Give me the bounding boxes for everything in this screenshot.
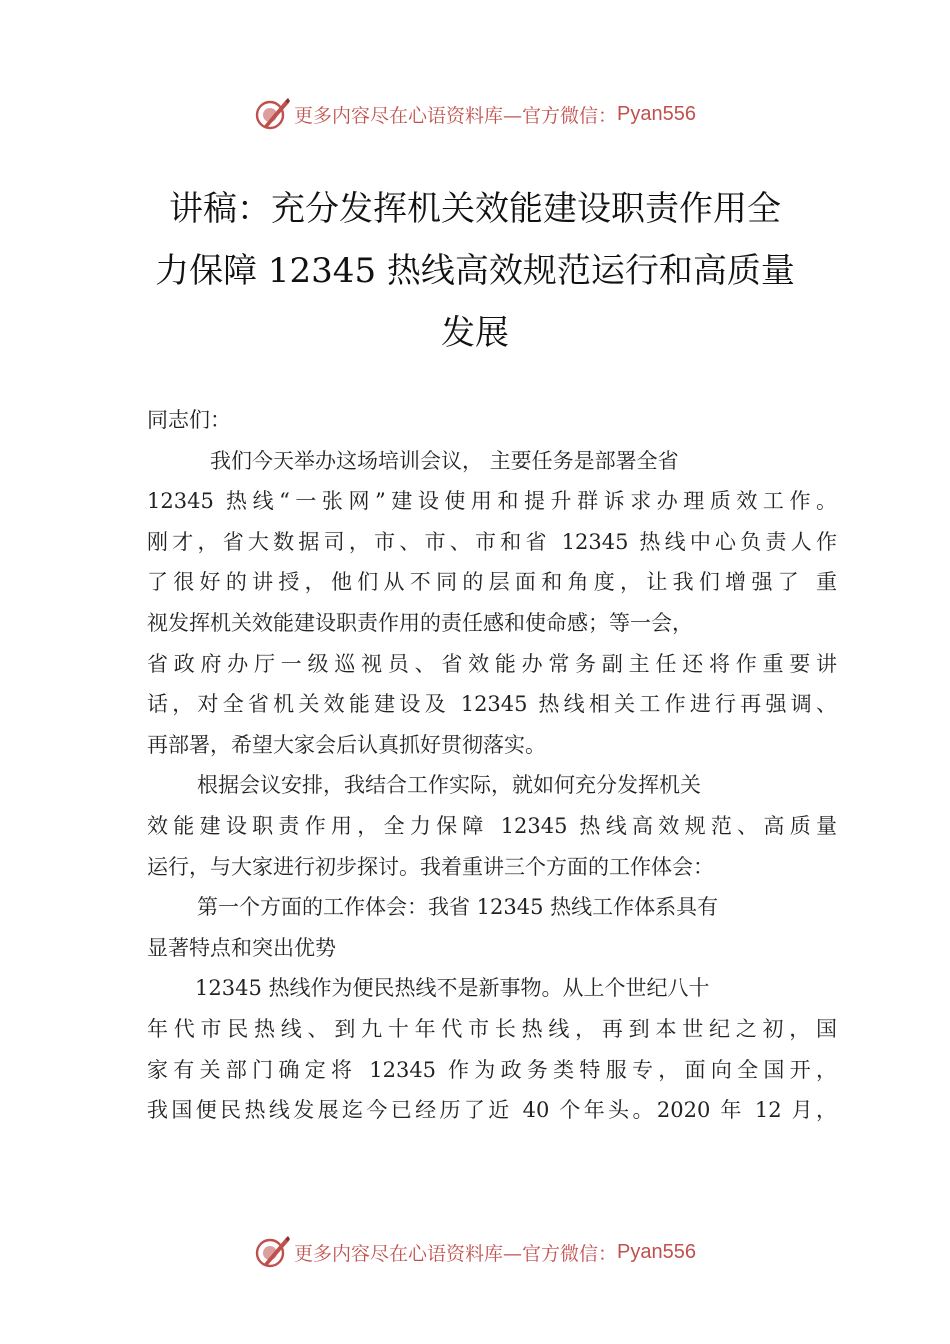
section-heading-line: 第一个方面的工作体会：我省 12345 热线工作体系具有 [197,895,719,920]
body-line: 12345 热线“一张网”建设使用和提升群诉求办理质效工作。 [147,489,837,514]
document-title [130,178,820,364]
watermark-text: 更多内容尽在心语资料库—官方微信： [294,104,618,127]
body-line: 视发挥机关效能建设职责作用的责任感和使命感；等一会， [147,610,693,635]
body-line: 根据会议安排，我结合工作实际，就如何充分发挥机关 [197,773,701,798]
body-line: 我们今天举办这场培训会议， 主要任务是部署全省 [210,448,679,473]
title-line-2: 力保障 12345 热线高效规范运行和高质量 [155,251,795,291]
watermark-banner-bottom [0,1232,950,1272]
salutation: 同志们： [147,408,231,432]
pen-logo-icon [254,96,290,132]
title-line-3: 发展 [441,313,509,353]
body-line: 年代市民热线、到九十年代市长热线，再到本世纪之初，国 [147,1016,837,1041]
body-line: 运行，与大家进行初步探讨。我着重讲三个方面的工作体会： [147,854,714,879]
body-line: 了很好的讲授，他们从不同的层面和角度，让我们增强了 重 [147,570,837,595]
document-body [147,400,837,1131]
body-line: 12345 热线作为便民热线不是新事物。从上个世纪八十 [195,976,710,1001]
body-line: 省政府办厅一级巡视员、省效能办常务副主任还将作重要讲 [147,651,837,676]
section-heading-line: 显著特点和突出优势 [147,935,336,960]
body-line: 家有关部门确定将 12345 作为政务类特服专，面向全国开， [147,1057,837,1082]
wechat-id: Pyan556 [617,1240,696,1263]
body-line: 效能建设职责作用，全力保障 12345 热线高效规范、高质量 [147,813,837,838]
pen-logo-icon [254,1234,290,1270]
body-line: 再部署，希望大家会后认真抓好贯彻落实。 [147,732,546,757]
title-line-1: 讲稿：充分发挥机关效能建设职责作用全 [169,189,781,229]
body-line: 我国便民热线发展迄今已经历了近 40 个年头。2020 年 12 月， [147,1098,837,1123]
watermark-text: 更多内容尽在心语资料库—官方微信： [294,1242,618,1265]
wechat-id: Pyan556 [617,102,696,125]
body-line: 刚才，省大数据司，市、市、市和省 12345 热线中心负责人作 [147,529,837,554]
body-line: 话，对全省机关效能建设及 12345 热线相关工作进行再强调、 [147,692,837,717]
watermark-banner-top [0,94,950,134]
